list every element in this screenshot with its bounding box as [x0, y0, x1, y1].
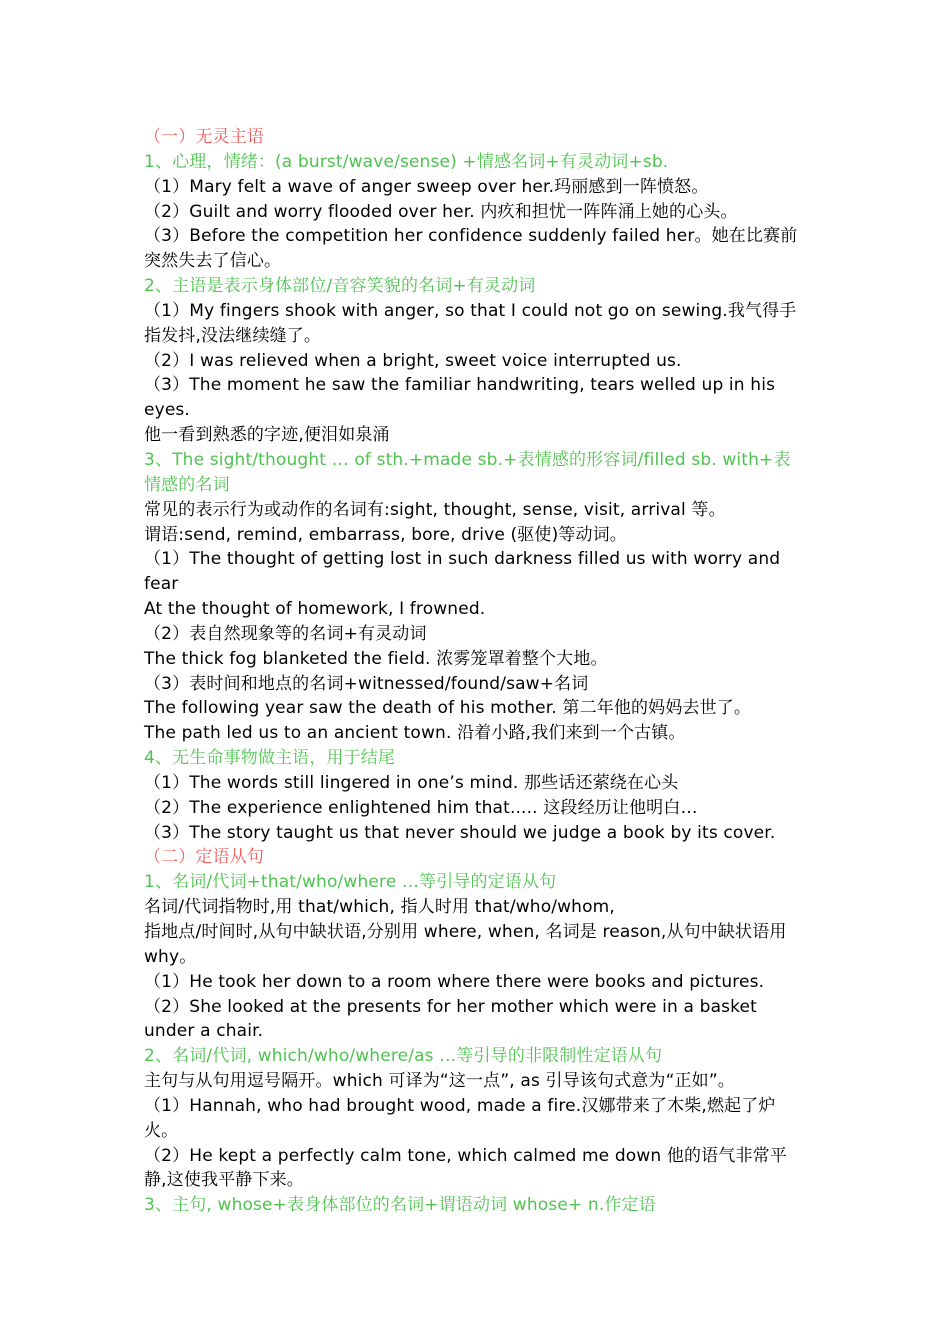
example-line: （2）The experience enlightened him that..... 这段经历让他明白… — [144, 797, 698, 818]
example-line: （1）Hannah, who had brought wood, made a fire.汉娜带来了木柴,燃起了炉火。 — [144, 1095, 776, 1141]
example-line: The thick fog blanketed the field. 浓雾笼罩着整个大地。 — [144, 648, 608, 669]
subheading-emotion: 1、心理，情绪：(a burst/wave/sense) +情感名词+有灵动词+sb. — [144, 151, 669, 172]
example-line: The following year saw the death of his mother. 第二年他的妈妈去世了。 — [144, 698, 752, 719]
section-heading-attributive-clause: （二）定语从句 — [144, 847, 265, 868]
example-line: （2）表自然现象等的名词+有灵动词 — [144, 623, 427, 644]
example-line: The path led us to an ancient town. 沿着小路,我们来到一个古镇。 — [144, 723, 686, 744]
example-line: （2）Guilt and worry flooded over her. 内疚和担忧一阵阵涌上她的心头。 — [144, 201, 738, 222]
example-line: （1）He took her down to a room where there were books and pictures. — [144, 971, 765, 992]
subheading-whose-clause: 3、主句, whose+表身体部位的名词+谓语动词 whose+ n.作定语 — [144, 1195, 656, 1216]
example-line: （3）表时间和地点的名词+witnessed/found/saw+名词 — [144, 673, 589, 694]
explanation-line: 名词/代词指物时,用 that/which, 指人时用 that/who/whom, — [144, 897, 615, 918]
explanation-line: 谓语:send, remind, embarrass, bore, drive (驱使)等动词。 — [144, 524, 627, 545]
subheading-body-parts: 2、主语是表示身体部位/音容笑貌的名词+有灵动词 — [144, 276, 536, 297]
subheading-sight-thought: 3、The sight/thought … of sth.+made sb.+表情感的形容词/filled sb. with+表情感的名词 — [144, 449, 791, 495]
subheading-nonrestrictive-clause: 2、名词/代词, which/who/where/as …等引导的非限制性定语从句 — [144, 1046, 663, 1067]
example-line: （2）She looked at the presents for her mother which were in a basket under a chair. — [144, 996, 757, 1042]
example-line: At the thought of homework, I frowned. — [144, 599, 486, 620]
example-line: （3）Before the competition her confidence suddenly failed her。她在比赛前突然失去了信心。 — [144, 226, 798, 272]
example-line: （1）Mary felt a wave of anger sweep over her.玛丽感到一阵愤怒。 — [144, 176, 709, 197]
example-line: （2）He kept a perfectly calm tone, which calmed me down 他的语气非常平静,这使我平静下来。 — [144, 1145, 787, 1191]
example-line: （1）The thought of getting lost in such darkness filled us with worry and fear — [144, 549, 781, 595]
example-line: （3）The story taught us that never should we judge a book by its cover. — [144, 822, 776, 843]
section-heading-inanimate-subject: （一）无灵主语 — [144, 127, 265, 147]
document-body — [144, 125, 806, 1218]
explanation-line: 指地点/时间时,从句中缺状语,分别用 where, when, 名词是 reason,从句中缺状语用 why。 — [144, 922, 787, 967]
example-line: （1）The words still lingered in one’s mind. 那些话还萦绕在心头 — [144, 772, 679, 793]
explanation-line: 常见的表示行为或动作的名词有:sight, thought, sense, visit, arrival 等。 — [144, 499, 726, 520]
explanation-line: 主句与从句用逗号隔开。which 可译为“这一点”, as 引导该句式意为“正如”。 — [144, 1071, 735, 1092]
example-line: （2）I was relieved when a bright, sweet voice interrupted us. — [144, 350, 682, 371]
subheading-ending: 4、无生命事物做主语，用于结尾 — [144, 748, 396, 769]
subheading-restrictive-clause: 1、名词/代词+that/who/where …等引导的定语从句 — [144, 872, 557, 893]
example-line: （1）My fingers shook with anger, so that I could not go on sewing.我气得手指发抖,没法继续缝了。 — [144, 300, 797, 346]
example-line: （3）The moment he saw the familiar handwriting, tears welled up in his eyes. — [144, 375, 776, 421]
translation-line: 他一看到熟悉的字迹,便泪如泉涌 — [144, 425, 390, 446]
